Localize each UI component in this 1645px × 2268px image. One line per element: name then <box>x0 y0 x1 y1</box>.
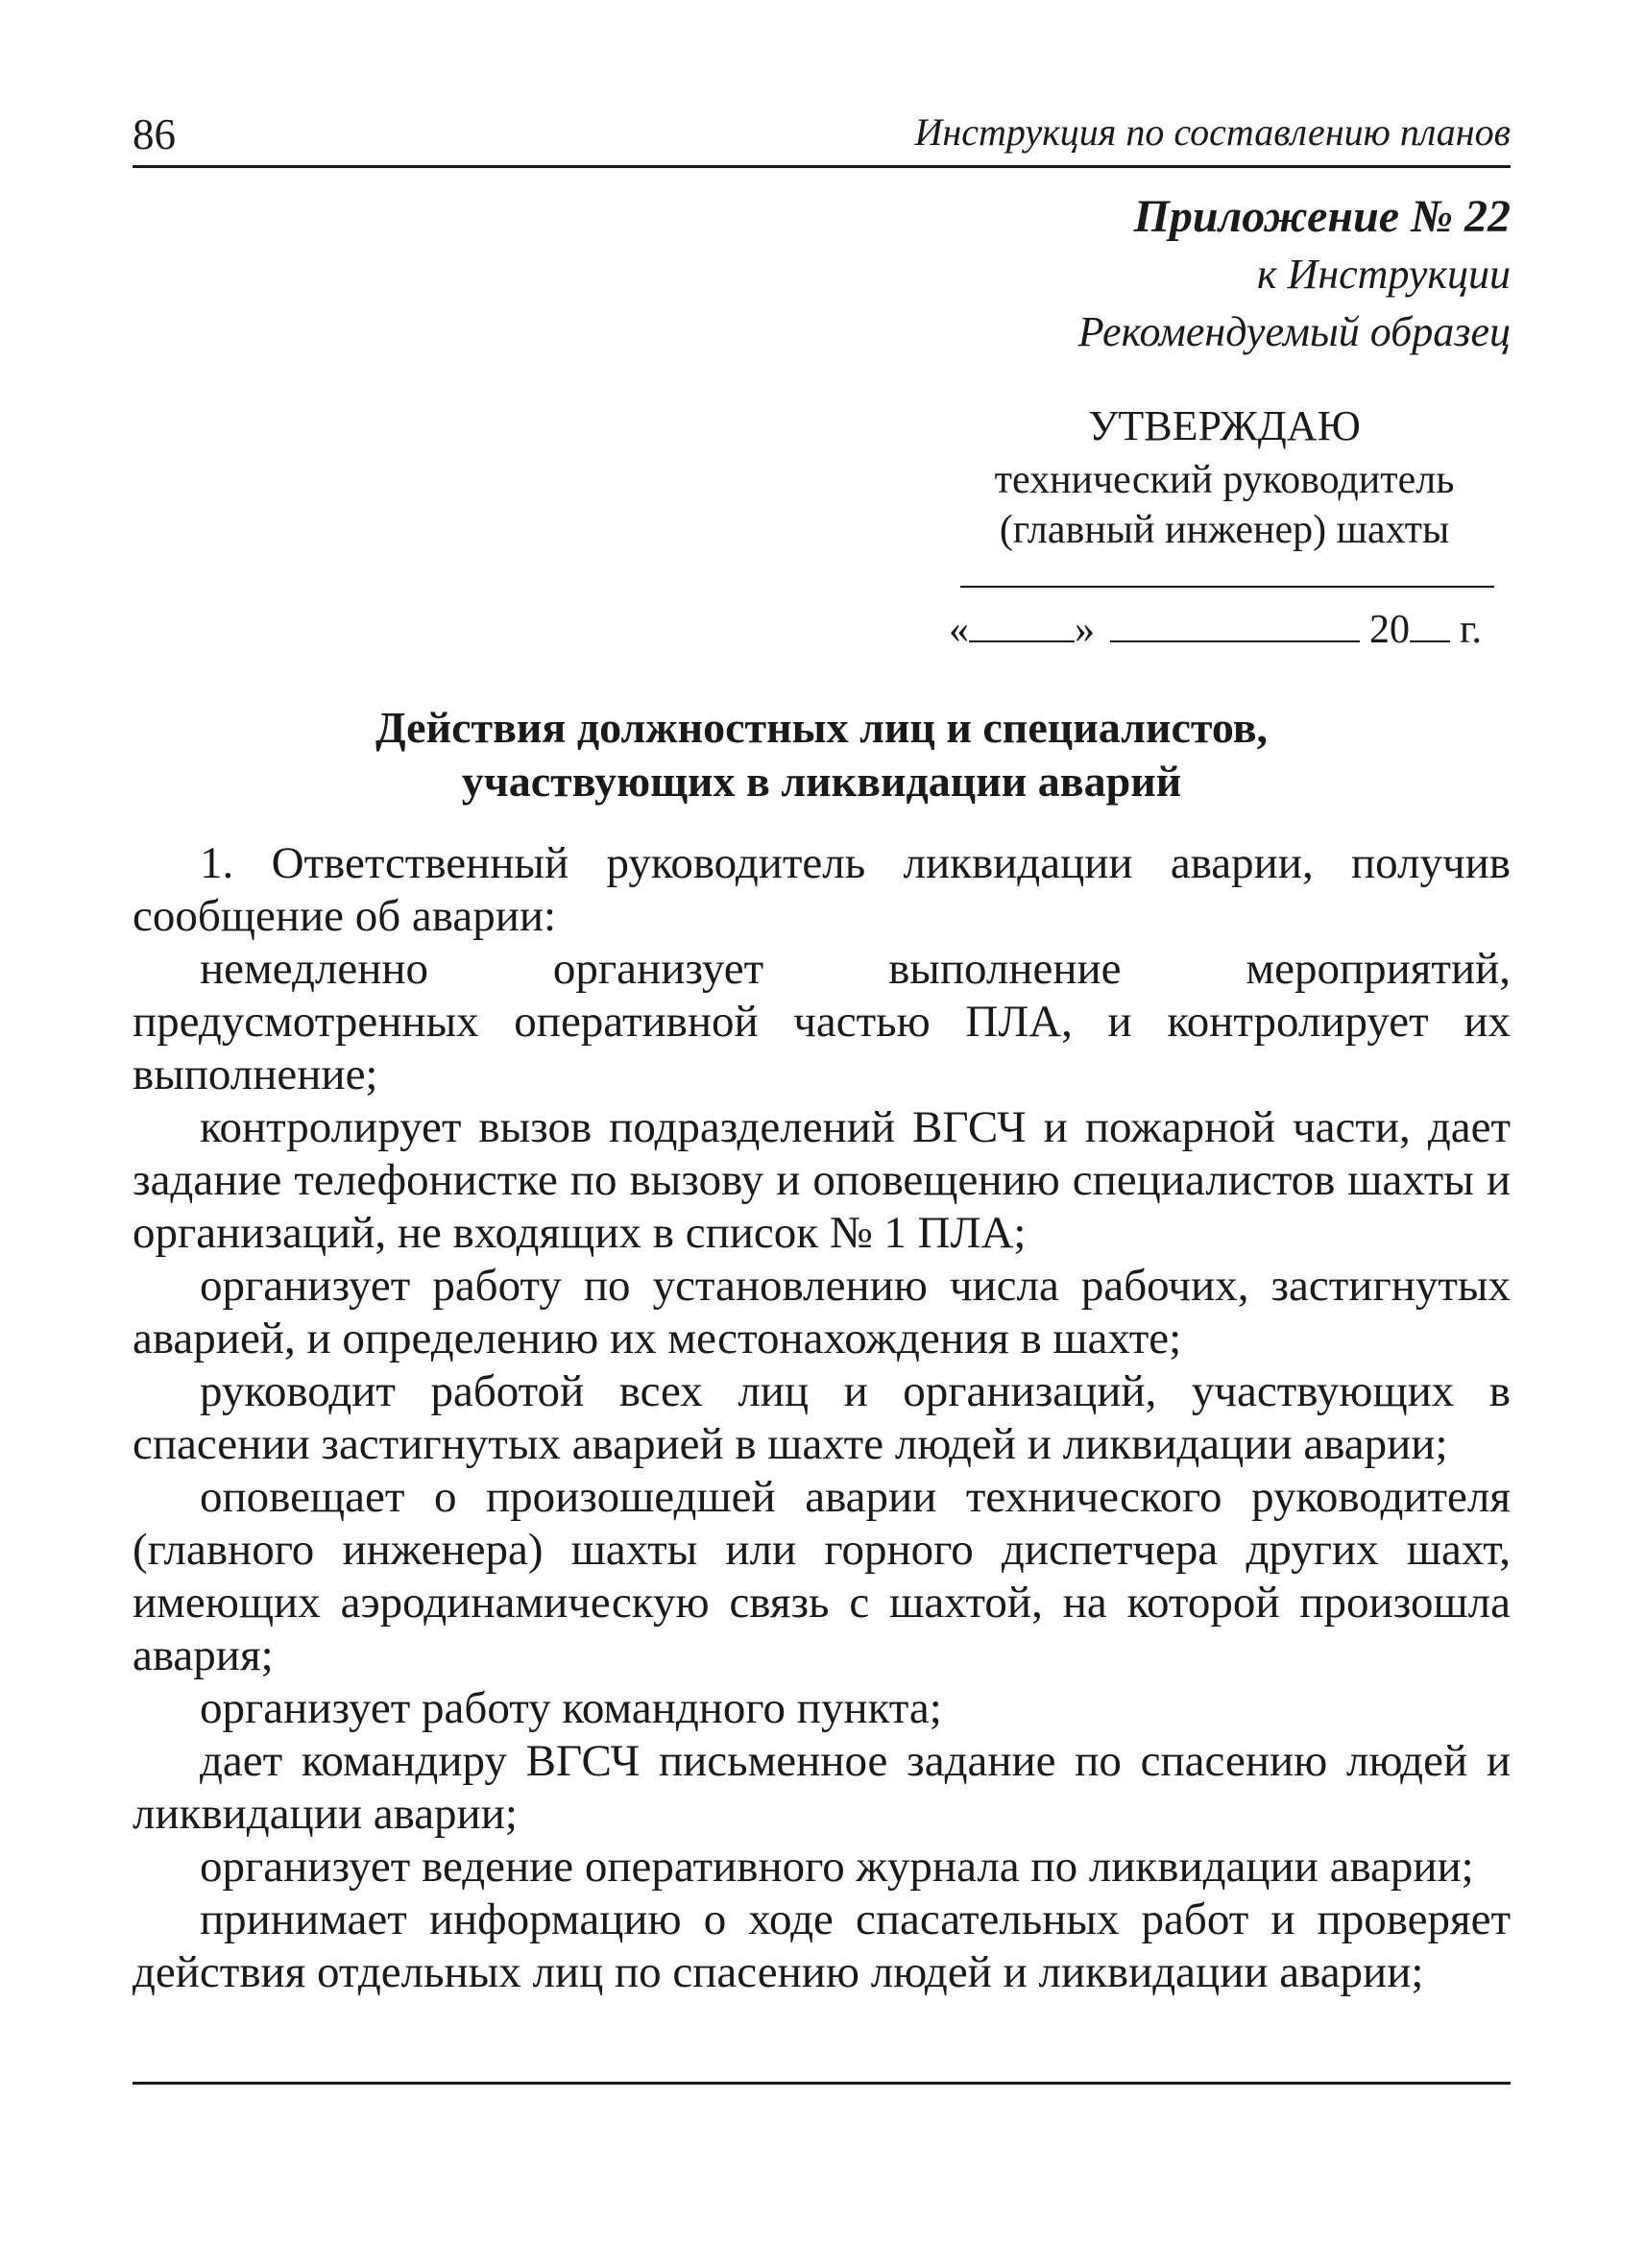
approval-date-line <box>949 605 1482 655</box>
paragraph: принимает информацию о ходе спасательных работ и проверяет действия отдельных лиц по спасению людей и ликвидации аварии; <box>133 1894 1511 1997</box>
paragraph: дает командиру ВГСЧ письменное задание по спасению людей и ликвидации аварии; <box>133 1736 1511 1839</box>
paragraph: организует работу по установлению числа рабочих, застигнутых аварией, и определению их местонахождения в шахте; <box>133 1261 1511 1363</box>
page-number: 86 <box>133 110 176 158</box>
paragraph: организует ведение оперативного журнала по ликвидации аварии; <box>200 1842 1474 1892</box>
date-year-prefix: 20 <box>1369 608 1410 652</box>
document-title-line2: участвующих в ликвидации аварий <box>461 757 1182 806</box>
date-month-blank <box>1110 608 1360 642</box>
paragraph: 1. Ответственный руководитель ликвидации аварии, получив сообщение об аварии: <box>133 838 1511 941</box>
approval-heading: УТВЕРЖДАЮ <box>1088 402 1361 449</box>
appendix-block <box>1078 188 1511 361</box>
date-open-quote: « <box>949 608 969 652</box>
document-title <box>133 701 1511 808</box>
paragraph: немедленно организует выполнение мероприятий, предусмотренных оперативной частью ПЛА, и контролирует их выполнение; <box>133 944 1511 1099</box>
signature-line <box>960 586 1494 588</box>
paragraph: организует работу командного пункта; <box>200 1683 942 1733</box>
paragraph: оповещает о произошедшей аварии технического руководителя (главного инженера) шахты или горного диспетчера других шахт, имеющих аэродинамическую связь с шахтой, на которой произошла авария; <box>133 1472 1511 1680</box>
appendix-title: Приложение № 22 <box>1133 191 1511 242</box>
approval-block <box>941 401 1508 555</box>
document-body <box>133 837 1511 1999</box>
date-year-blank <box>1410 608 1450 642</box>
running-title: Инструкция по составлению планов <box>914 110 1511 154</box>
approval-position-line2: (главный инженер) шахты <box>999 508 1450 552</box>
appendix-subtitle: к Инструкции <box>1256 251 1511 298</box>
document-title-line1: Действия должностных лиц и специалистов, <box>375 703 1269 752</box>
approval-position-line1: технический руководитель <box>994 458 1455 502</box>
date-day-blank <box>969 608 1075 642</box>
appendix-note: Рекомендуемый образец <box>1077 308 1511 355</box>
date-year-suffix: г. <box>1460 608 1482 652</box>
paragraph: контролирует вызов подразделений ВГСЧ и пожарной части, дает задание телефонистке по вызову и оповещению специалистов шахты и организаций, не входящих в список № 1 ПЛА; <box>133 1102 1511 1258</box>
paragraph: руководит работой всех лиц и организаций, участвующих в спасении застигнутых аварией в шахте людей и ликвидации аварии; <box>133 1366 1511 1469</box>
footer-rule <box>133 2082 1511 2085</box>
date-close-quote: » <box>1075 608 1095 652</box>
header-rule <box>133 165 1511 168</box>
